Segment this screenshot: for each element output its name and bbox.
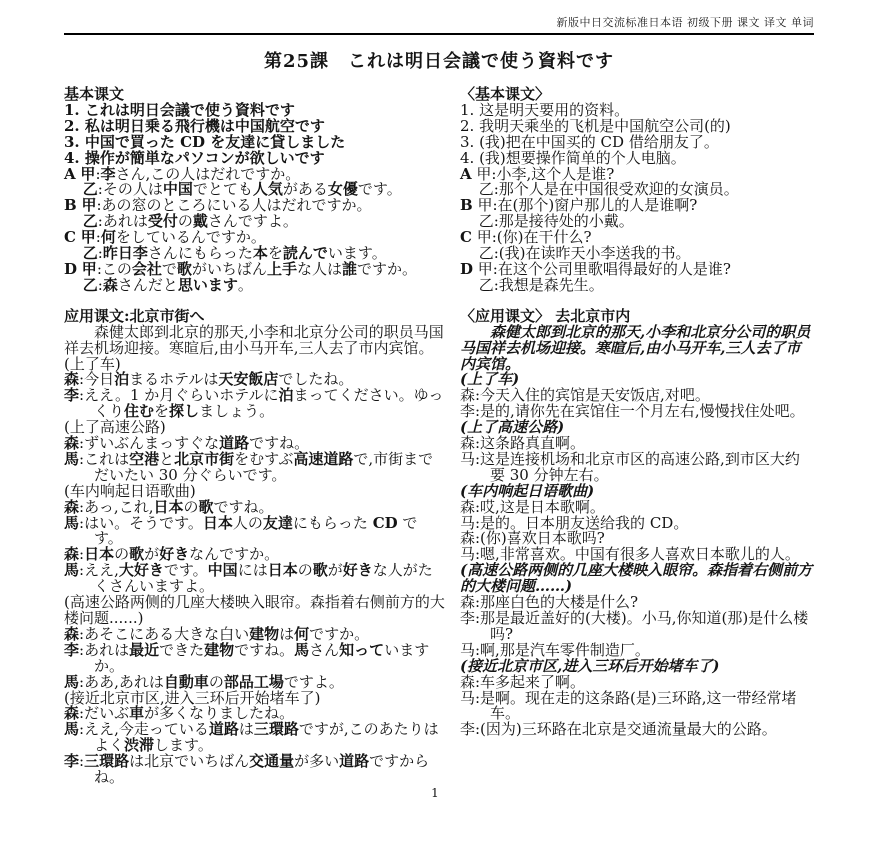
text-line: 李:(因为)三环路在北京是交通流量最大的公路。 [460, 720, 777, 739]
text-line: 森:(你)喜欢日本歌吗? [460, 529, 605, 548]
text-line: 森健太郎到北京的那天,小李和北京分公司的职员马国祥去机场迎接。寒暄后,由小马开车,三人去了市内宾馆。 [64, 322, 444, 357]
text-line: A 甲:小李,这个人是谁? [460, 164, 615, 183]
header-rule [64, 33, 814, 35]
text-line: (上了车) [460, 370, 520, 389]
two-column-body [64, 87, 814, 786]
text-line: 乙:(我)在读昨天小李送我的书。 [478, 244, 691, 263]
japanese-text-column [64, 87, 446, 786]
text-line: 森:哎,这是日本歌啊。 [460, 497, 605, 516]
text-line: 馬:ああ,あれは自動車の部品工場ですよ。 [64, 672, 344, 691]
text-line: 〈基本课文〉 [460, 85, 551, 103]
text-line: D 甲:この会社で歌がいちばん上手な人は誰ですか。 [64, 259, 417, 278]
text-line: 乙:昨日李さんにもらった本を読んでいます。 [82, 244, 387, 263]
text-line: 乙:那是接待处的小戴。 [478, 212, 634, 231]
text-line: 马:啊,那是汽车零件制造厂。 [460, 640, 650, 659]
text-line: 馬:ええ,大好きです。中国には日本の歌が好きな人がたくさんいますよ。 [64, 561, 433, 596]
text-line: (接近北京市区,进入三环后开始堵车了) [64, 688, 321, 707]
page-number: 1 [431, 786, 439, 800]
text-line: 馬:ええ,今走っている道路は三環路ですが,このあたりはよく渋滞します。 [64, 720, 439, 755]
text-line: 森:今日泊まるホテルは天安飯店でしたね。 [64, 370, 354, 389]
text-line: 乙:森さんだと思います。 [82, 275, 253, 294]
page-header [64, 16, 814, 30]
text-line: 1. 这是明天要用的资料。 [460, 100, 630, 119]
lesson-title: 第25課 これは明日会議で使う資料です [263, 51, 615, 72]
text-line: 马:这是连接机场和北京市区的高速公路,到市区大约要 30 分钟左右。 [460, 449, 800, 484]
text-line: D 甲:在这个公司里歌唱得最好的人是谁? [460, 259, 731, 278]
text-line: 应用课文:北京市街へ [64, 306, 205, 325]
text-line: 森:だいぶ車が多くなりましたね。 [64, 704, 295, 723]
text-line: B 甲:あの窓のところにいる人はだれですか。 [64, 196, 372, 215]
text-line: 乙:那个人是在中国很受欢迎的女演员。 [478, 180, 739, 199]
text-line: C 甲:何をしているんですか。 [64, 228, 266, 247]
text-line: (上了高速公路) [460, 418, 565, 437]
text-line: 森:日本の歌が好きなんですか。 [64, 545, 280, 564]
text-line: 森:这条路真直啊。 [460, 434, 586, 453]
text-line: B 甲:在(那个)窗户那儿的人是谁啊? [460, 196, 698, 215]
text-line: 李:あれは最近できた建物ですね。馬さん知っていますか。 [64, 640, 430, 675]
text-line: 马:嗯,非常喜欢。中国有很多人喜欢日本歌儿的人。 [460, 545, 800, 564]
text-line: 3. 中国で買った CD を友達に貸しました [64, 132, 346, 151]
text-line: 森:今天入住的宾馆是天安饭店,对吧。 [460, 386, 710, 405]
text-line: (上了高速公路) [64, 418, 166, 437]
text-line: 2. 我明天乘坐的飞机是中国航空公司(的) [460, 116, 731, 135]
text-line: 李:三環路は北京でいちばん交通量が多い道路ですからね。 [64, 752, 430, 787]
text-line: 李:那是最近盖好的(大楼)。小马,你知道(那)是什么楼吗? [460, 609, 809, 643]
text-line: (车内响起日语歌曲) [460, 481, 595, 500]
text-line: (车内响起日语歌曲) [64, 481, 196, 500]
text-line: 森:あっ,これ,日本の歌ですね。 [64, 497, 274, 516]
text-line: 4. (我)想要操作简单的个人电脑。 [460, 148, 686, 167]
text-line: 李:是的,请你先在宾馆住一个月左右,慢慢找住处吧。 [460, 402, 805, 421]
chinese-translation-column [460, 87, 814, 738]
text-line: (高速公路两侧的几座大楼映入眼帘。森指着右侧前方的大楼问题......) [64, 593, 445, 627]
text-line: 森:车多起来了啊。 [460, 672, 586, 691]
text-line: 基本课文 [64, 85, 125, 103]
text-line: 马:是的。日本朋友送给我的 CD。 [460, 513, 689, 532]
text-line: 乙:その人は中国でとても人気がある女優です。 [82, 180, 402, 199]
text-line: 馬:これは空港と北京市街をむすぶ高速道路で,市街までだいたい 30 分ぐらいです。 [64, 449, 434, 484]
text-line: C 甲:(你)在干什么? [460, 228, 592, 247]
header-text: 新版中日交流标准日本语 初级下册 课文 译文 单词 [556, 16, 814, 29]
text-line: A 甲:李さん,この人はだれですか。 [64, 164, 301, 183]
text-line: 〈应用课文〉 去北京市内 [460, 306, 631, 325]
text-line: 森:ずいぶんまっすぐな道路ですね。 [64, 434, 310, 453]
text-line: 森健太郎到北京的那天,小李和北京分公司的职员马国祥去机场迎接。寒暄后,由小马开车,三人去了市内宾馆。 [460, 322, 811, 373]
text-line: 4. 操作が簡単なパソコンが欲しいです [64, 148, 325, 167]
text-line: (接近北京市区,进入三环后开始堵车了) [460, 656, 720, 675]
text-line: 3. (我)把在中国买的 CD 借给朋友了。 [460, 132, 719, 151]
text-line: 2. 私は明日乗る飛行機は中国航空です [64, 116, 325, 135]
text-line: 李:ええ。1 か月ぐらいホテルに泊まってください。ゆっくり住むを探しましょう。 [64, 386, 444, 421]
text-line: 1. これは明日会議で使う資料です [64, 100, 295, 119]
text-line: 马:是啊。现在走的这条路(是)三环路,这一带经常堵车。 [460, 688, 797, 723]
text-line: (上了车) [64, 354, 121, 373]
text-line: 馬:はい。そうです。日本人の友達にもらった CD です。 [64, 513, 418, 548]
text-line: 森:那座白色的大楼是什么? [460, 593, 639, 612]
text-line: (高速公路两侧的几座大楼映入眼帘。森指着右侧前方的大楼问题……) [460, 561, 813, 596]
text-line: 乙:我想是森先生。 [478, 275, 604, 294]
text-line: 森:あそこにある大きな白い建物は何ですか。 [64, 624, 370, 643]
text-line: 乙:あれは受付の戴さんですよ。 [82, 212, 298, 231]
